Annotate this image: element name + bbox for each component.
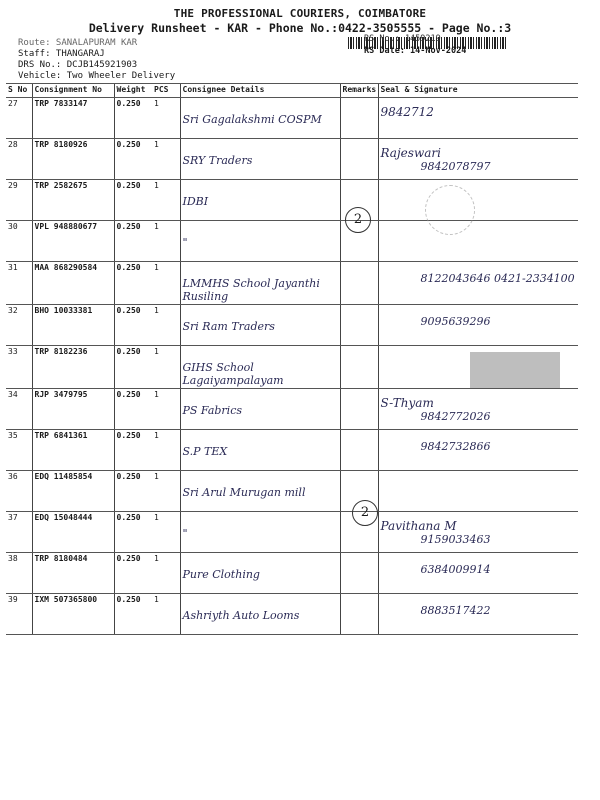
cell-remarks [340, 346, 378, 389]
cell-weight: 0.250 [114, 594, 152, 635]
cell-pcs: 1 [152, 553, 180, 594]
cell-pcs: 1 [152, 471, 180, 512]
cell-consignee [180, 512, 340, 553]
cell-sno: 39 [6, 594, 32, 635]
cell-consignment: TRP 8182236 [32, 346, 114, 389]
cell-weight: 0.250 [114, 305, 152, 346]
cell-pcs: 1 [152, 221, 180, 262]
cell-consignment: EDQ 15048444 [32, 512, 114, 553]
cell-pcs: 1 [152, 180, 180, 221]
faded-stamp [425, 185, 475, 235]
cell-sno: 35 [6, 430, 32, 471]
consignee-handwriting: SRY Traders [182, 154, 253, 167]
route-label: Route: SANALAPURAM KAR [18, 38, 138, 48]
table-row [6, 553, 578, 594]
cell-signature [378, 471, 578, 512]
cell-consignee [180, 98, 340, 139]
cell-pcs: 1 [152, 594, 180, 635]
rubber-stamp [470, 352, 560, 388]
vehicle-label: Vehicle: Two Wheeler Delivery [18, 71, 176, 81]
phone-number: 9842078797 [420, 160, 491, 173]
table-row [6, 98, 578, 139]
cell-consignment: IXM 507365800 [32, 594, 114, 635]
cell-consignee [180, 180, 340, 221]
cell-consignee [180, 139, 340, 180]
phone-number: 6384009914 [420, 563, 491, 576]
cell-weight: 0.250 [114, 221, 152, 262]
cell-weight: 0.250 [114, 346, 152, 389]
cell-consignment: TRP 6841361 [32, 430, 114, 471]
cell-signature [378, 221, 578, 262]
table-row [6, 139, 578, 180]
consignee-handwriting: " [182, 527, 188, 540]
cell-signature [378, 262, 578, 305]
cell-pcs: 1 [152, 139, 180, 180]
cell-sno: 30 [6, 221, 32, 262]
drs-number: DRS No.: DCJB145921903 [18, 60, 138, 70]
col-signature: Seal & Signature [378, 84, 578, 98]
col-weight: Weight [114, 84, 152, 98]
phone-number: 8122043646 0421-2334100 [420, 272, 575, 285]
cell-signature [378, 553, 578, 594]
table-row [6, 180, 578, 221]
cell-consignee [180, 594, 340, 635]
cell-consignee [180, 262, 340, 305]
cell-remarks [340, 553, 378, 594]
cell-weight: 0.250 [114, 180, 152, 221]
cell-signature [378, 98, 578, 139]
cell-weight: 0.250 [114, 471, 152, 512]
col-consignment: Consignment No [32, 84, 114, 98]
cell-signature [378, 594, 578, 635]
col-sno: S No [6, 84, 32, 98]
remark-circle: 2 [352, 500, 378, 526]
cell-pcs: 1 [152, 305, 180, 346]
table-row [6, 512, 578, 553]
cell-consignee [180, 305, 340, 346]
table-row [6, 221, 578, 262]
cell-consignment: VPL 948880677 [32, 221, 114, 262]
cell-signature [378, 430, 578, 471]
cell-sno: 28 [6, 139, 32, 180]
cell-consignee [180, 389, 340, 430]
cell-weight: 0.250 [114, 262, 152, 305]
cell-signature [378, 180, 578, 221]
col-consignee: Consignee Details [180, 84, 340, 98]
consignee-handwriting: Sri Arul Murugan mill [182, 486, 306, 499]
cell-signature [378, 305, 578, 346]
cell-sno: 37 [6, 512, 32, 553]
cell-weight: 0.250 [114, 139, 152, 180]
signature: Rajeswari [380, 146, 441, 160]
cell-remarks [340, 98, 378, 139]
cell-pcs: 1 [152, 262, 180, 305]
cell-weight: 0.250 [114, 553, 152, 594]
cell-remarks [340, 389, 378, 430]
cell-signature [378, 139, 578, 180]
signature: S-Thyam [380, 396, 434, 410]
table-header-row [6, 84, 578, 98]
table-row [6, 389, 578, 430]
cell-consignee [180, 430, 340, 471]
cell-consignment: TRP 8180926 [32, 139, 114, 180]
consignee-handwriting: Pure Clothing [182, 568, 260, 581]
consignee-handwriting: IDBI [182, 195, 209, 208]
rs-number: RS No.: 1459219 [364, 34, 441, 44]
cell-remarks [340, 139, 378, 180]
consignee-handwriting: PS Fabrics [182, 404, 243, 417]
col-remarks: Remarks [340, 84, 378, 98]
consignee-handwriting: " [182, 236, 188, 249]
table-row [6, 430, 578, 471]
cell-weight: 0.250 [114, 512, 152, 553]
cell-remarks [340, 594, 378, 635]
cell-weight: 0.250 [114, 98, 152, 139]
cell-remarks [340, 305, 378, 346]
cell-consignment: MAA 868290584 [32, 262, 114, 305]
table-row [6, 594, 578, 635]
cell-pcs: 1 [152, 389, 180, 430]
staff-label: Staff: THANGARAJ [18, 49, 105, 59]
cell-consignment: TRP 7833147 [32, 98, 114, 139]
table-row [6, 262, 578, 305]
cell-signature [378, 512, 578, 553]
cell-consignment: EDQ 11485854 [32, 471, 114, 512]
cell-consignee [180, 471, 340, 512]
phone-number: 9159033463 [420, 533, 491, 546]
cell-consignment: RJP 3479795 [32, 389, 114, 430]
cell-pcs: 1 [152, 430, 180, 471]
signature: 9842712 [380, 105, 434, 119]
consignee-handwriting: S.P TEX [182, 445, 228, 458]
cell-sno: 34 [6, 389, 32, 430]
cell-sno: 38 [6, 553, 32, 594]
cell-consignment: TRP 8180484 [32, 553, 114, 594]
cell-consignment: TRP 2582675 [32, 180, 114, 221]
company-title: THE PROFESSIONAL COURIERS, COIMBATORE [173, 7, 427, 20]
cell-signature [378, 389, 578, 430]
phone-number: 9842772026 [420, 410, 491, 423]
consignee-handwriting: GIHS School Lagaiyampalayam [182, 361, 284, 387]
cell-sno: 33 [6, 346, 32, 389]
consignee-handwriting: LMMHS School Jayanthi Rusiling [182, 277, 320, 303]
cell-sno: 32 [6, 305, 32, 346]
phone-number: 8883517422 [420, 604, 491, 617]
table-row [6, 471, 578, 512]
cell-consignee [180, 346, 340, 389]
cell-sno: 29 [6, 180, 32, 221]
cell-pcs: 1 [152, 98, 180, 139]
signature: Pavithana M [380, 519, 457, 533]
cell-weight: 0.250 [114, 389, 152, 430]
cell-pcs: 1 [152, 512, 180, 553]
cell-remarks [340, 430, 378, 471]
table-row [6, 305, 578, 346]
cell-pcs: 1 [152, 346, 180, 389]
phone-number: 9095639296 [420, 315, 491, 328]
phone-number: 9842732866 [420, 440, 491, 453]
cell-consignee [180, 553, 340, 594]
cell-sno: 27 [6, 98, 32, 139]
cell-consignment: BHO 10033381 [32, 305, 114, 346]
remark-circle: 2 [345, 207, 371, 233]
col-pcs: PCS [152, 84, 180, 98]
consignee-handwriting: Sri Gagalakshmi COSPM [182, 113, 322, 126]
consignee-handwriting: Ashriyth Auto Looms [182, 609, 300, 622]
cell-weight: 0.250 [114, 430, 152, 471]
cell-sno: 36 [6, 471, 32, 512]
cell-remarks [340, 262, 378, 305]
rs-date: RS Date: 14-Nov-2024 [364, 46, 467, 56]
cell-consignee [180, 221, 340, 262]
cell-sno: 31 [6, 262, 32, 305]
runsheet-title: Delivery Runsheet - KAR - Phone No.:0422-3505555 - Page No.:3 [88, 21, 512, 35]
consignee-handwriting: Sri Ram Traders [182, 320, 275, 333]
